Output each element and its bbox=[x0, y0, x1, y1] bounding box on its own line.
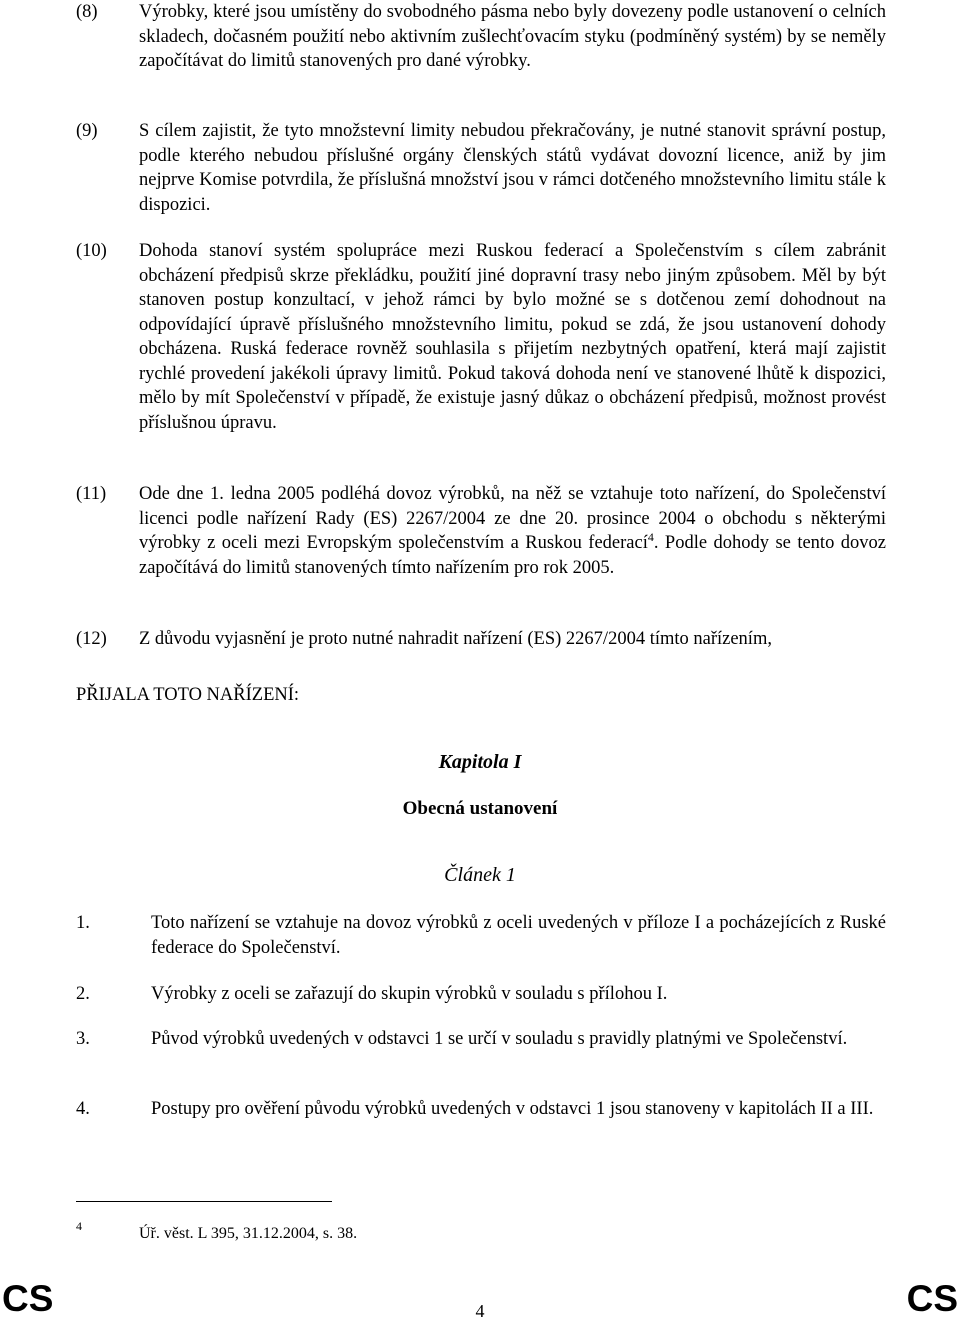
chapter-title: Kapitola I bbox=[438, 751, 522, 773]
footer-language-left: CS bbox=[2, 1278, 54, 1319]
page-number: 4 bbox=[475, 1301, 485, 1321]
article-title: Článek 1 bbox=[444, 864, 516, 886]
paragraph-number: 2. bbox=[76, 984, 90, 1004]
recital-10 bbox=[76, 239, 886, 435]
article-paragraph-1 bbox=[76, 911, 886, 960]
article-paragraph-2 bbox=[76, 982, 886, 1007]
recital-text: Výrobky, které jsou umístěny do svobodného pásma nebo byly dovezeny podle ustanovení o celních skladech, dočasném použití nebo aktivním zušlechťovacím styku (podmíněný systém) by se neměly započítávat do limitů stanovených pro dané výrobky. bbox=[139, 2, 886, 71]
recital-11 bbox=[76, 482, 886, 580]
recital-9 bbox=[76, 119, 886, 217]
paragraph-text: Toto nařízení se vztahuje na dovoz výrobků z oceli uvedených v příloze I a pocházejících z Ruské federace do Společenství. bbox=[151, 913, 886, 958]
adoption-formula: PŘIJALA TOTO NAŘÍZENÍ: bbox=[76, 685, 300, 705]
recital-text bbox=[139, 482, 886, 580]
recital-number: (8) bbox=[76, 2, 98, 22]
recital-number: (10) bbox=[76, 241, 107, 261]
paragraph-text: Původ výrobků uvedených v odstavci 1 se určí v souladu s pravidly platnými ve Společenství. bbox=[151, 1029, 848, 1049]
recital-12 bbox=[76, 627, 886, 652]
footer-language-right: CS bbox=[906, 1278, 958, 1319]
recital-text: S cílem zajistit, že tyto množstevní limity nebudou překračovány, je nutné stanovit správní postup, podle kterého nebudou příslušné orgány členských států vydávat dovozní licence, aniž by jim nejprve Komise potvrdila, že příslušná množství jsou v rámci dotčeného množstevního limitu stále k dispozici. bbox=[139, 121, 886, 215]
paragraph-text: Výrobky z oceli se zařazují do skupin výrobků v souladu s přílohou I. bbox=[151, 984, 668, 1004]
footnote-reference[interactable]: 4 bbox=[647, 529, 654, 544]
recital-text-part: . Podle dohody se tento dovoz započítává do limitů stanovených tímto nařízením pro rok 2005. bbox=[139, 533, 886, 578]
paragraph-number: 3. bbox=[76, 1029, 90, 1049]
article-paragraph-4 bbox=[76, 1097, 886, 1122]
recital-text: Dohoda stanoví systém spolupráce mezi Ruskou federací a Společenstvím s cílem zabránit obcházení předpisů skrze překládku, použití jiné dopravní trasy nebo jiným způsobem. Měl by být stanoven postup konzultací, v jehož rámci by bylo možné se s dotčenou zemí dohodnout na odpovídající úpravě příslušného množstevního limitu, pokud se zdá, že jsou ustanovení dohody obcházena. Ruská federace rovněž souhlasila s přijetím nezbytných opatření, která mají zajistit rychlé provedení jakékoli úpravy limitů. Pokud taková dohoda není ve stanovené lhůtě k dispozici, mělo by mít Společenství v případě, že existuje jasný důkaz o obcházení předpisů, možnost provést příslušnou úpravu. bbox=[139, 241, 886, 433]
recital-number: (12) bbox=[76, 629, 107, 649]
recital-number: (9) bbox=[76, 121, 98, 141]
recital-number: (11) bbox=[76, 484, 107, 504]
recital-text: Z důvodu vyjasnění je proto nutné nahradit nařízení (ES) 2267/2004 tímto nařízením, bbox=[139, 629, 772, 649]
paragraph-text: Postupy pro ověření původu výrobků uvedených v odstavci 1 jsou stanoveny v kapitolách II a III. bbox=[151, 1099, 874, 1119]
paragraph-number: 4. bbox=[76, 1099, 90, 1119]
article-paragraph-3 bbox=[76, 1027, 886, 1052]
footnote-separator bbox=[76, 1201, 332, 1202]
recital-text-part: Ode dne 1. ledna 2005 podléhá dovoz výrobků, na něž se vztahuje toto nařízení, do Společenství licenci podle nařízení Rady (ES) 2267/2004 ze dne 20. prosince 2004 o obchodu s některými výrobky z oceli mezi Evropským společenstvím a Ruskou federací bbox=[139, 484, 886, 553]
recital-8 bbox=[76, 0, 886, 74]
paragraph-number: 1. bbox=[76, 913, 90, 933]
footnote-text: Úř. věst. L 395, 31.12.2004, s. 38. bbox=[139, 1225, 358, 1242]
chapter-subtitle: Obecná ustanovení bbox=[402, 798, 558, 819]
footnote-mark: 4 bbox=[76, 1219, 82, 1233]
